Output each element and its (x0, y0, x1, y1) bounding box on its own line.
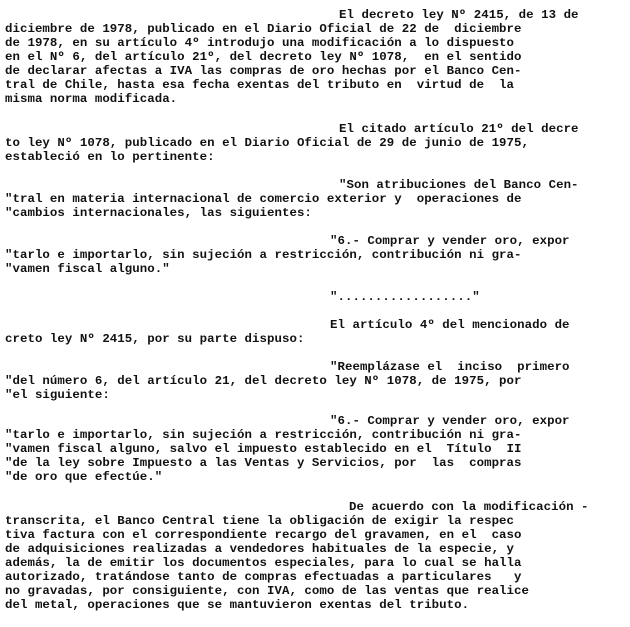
text-line: de declarar afectas a IVA las compras de oro hechas por el Banco Cen- (5, 64, 522, 78)
text-line: del metal, operaciones que se mantuvieron exentas del tributo. (5, 598, 470, 612)
text-line: de 1978, en su artículo 4º introdujo una modificación a lo dispuesto (5, 36, 515, 50)
text-line: "Son atribuciones del Banco Cen- (339, 178, 579, 192)
text-line: además, la de emitir los documentos especiales, para lo cual se halla (5, 556, 522, 570)
text-line: "cambios internacionales, las siguientes: (5, 206, 312, 220)
text-line: estableció en lo pertinente: (5, 150, 215, 164)
text-line: "tarlo e importarlo, sin sujeción a restricción, contribución ni gra- (5, 428, 522, 442)
text-line: de adquisiciones realizadas a vendedores habituales de la especie, y (5, 542, 515, 556)
text-line: transcrita, el Banco Central tiene la obligación de exigir la respec (5, 514, 515, 528)
text-line: ".................." (330, 290, 480, 304)
text-line: tral de Chile, hasta esa fecha exentas del tributo en virtud de la (5, 78, 515, 92)
text-line: to ley Nº 1078, publicado en el Diario Oficial de 29 de junio de 1975, (5, 136, 529, 150)
text-line: El decreto ley Nº 2415, de 13 de (339, 8, 579, 22)
text-line: "Reemplázase el inciso primero (330, 360, 570, 374)
text-line: "tral en materia internacional de comercio exterior y operaciones de (5, 192, 522, 206)
text-line: "de la ley sobre Impuesto a las Ventas y Servicios, por las compras (5, 456, 522, 470)
text-line: en el Nº 6, del artículo 21º, del decreto ley Nº 1078, en el sentido (5, 50, 522, 64)
text-line: diciembre de 1978, publicado en el Diario Oficial de 22 de diciembre (5, 22, 522, 36)
text-line: "el siguiente: (5, 388, 110, 402)
text-line: "del número 6, del artículo 21, del decreto ley Nº 1078, de 1975, por (5, 374, 522, 388)
text-line: no gravadas, por consiguiente, con IVA, como de las ventas que realice (5, 584, 529, 598)
text-line: El artículo 4º del mencionado de (330, 318, 570, 332)
text-line: "vamen fiscal alguno." (5, 262, 170, 276)
text-line: creto ley Nº 2415, por su parte dispuso: (5, 332, 305, 346)
text-line: De acuerdo con la modificación - (349, 500, 589, 514)
text-line: tiva factura con el correspondiente recargo del gravamen, en el caso (5, 528, 522, 542)
text-line: "vamen fiscal alguno, salvo el impuesto establecido en el Título II (5, 442, 522, 456)
text-line: misma norma modificada. (5, 92, 178, 106)
text-line: "6.- Comprar y vender oro, expor (330, 414, 570, 428)
text-line: "tarlo e importarlo, sin sujeción a restricción, contribución ni gra- (5, 248, 522, 262)
text-line: "de oro que efectúe." (5, 470, 163, 484)
text-line: "6.- Comprar y vender oro, expor (330, 234, 570, 248)
text-line: El citado artículo 21º del decre (339, 122, 579, 136)
text-line: autorizado, tratándose tanto de compras efectuadas a particulares y (5, 570, 522, 584)
